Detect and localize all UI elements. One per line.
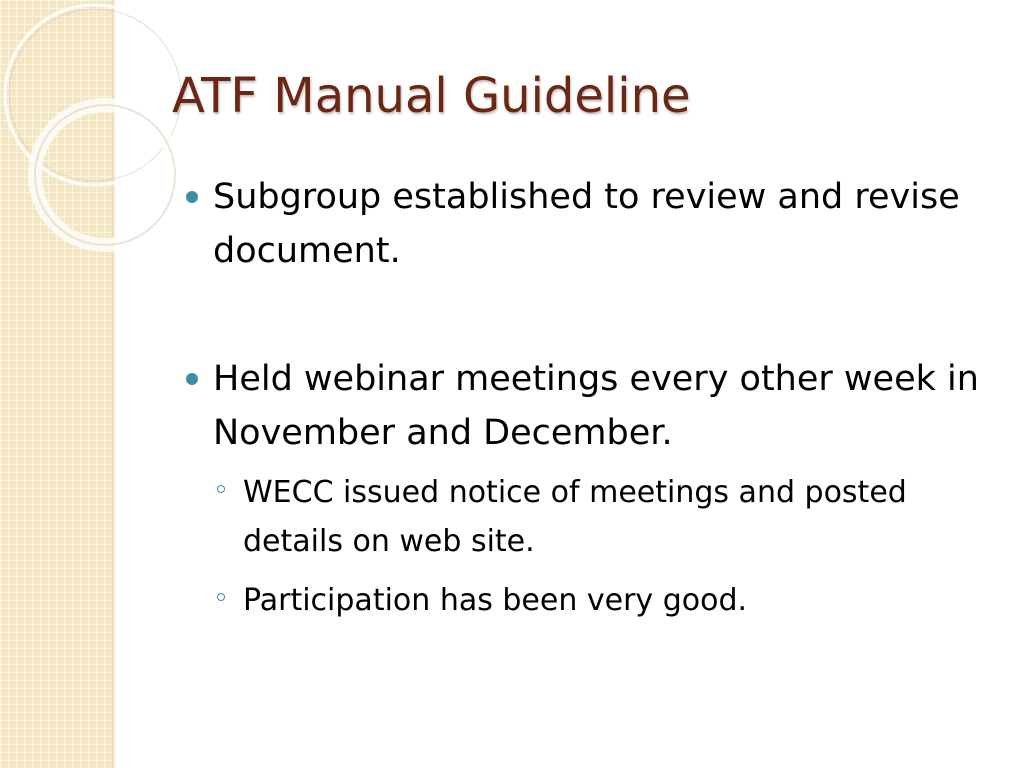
bullet-item — [186, 352, 996, 460]
slide-title: ATF Manual Guideline — [172, 68, 691, 124]
sub-bullet-text: Participation has been very good. — [243, 583, 748, 618]
sub-bullet-item — [186, 576, 996, 625]
sub-bullet-item — [186, 468, 996, 566]
bullet-dot-icon — [186, 191, 198, 203]
bullet-text: Subgroup established to review and revise document. — [213, 177, 960, 271]
decorative-rings-graphic — [0, 0, 200, 260]
sub-bullet-ring-icon — [217, 485, 225, 493]
sub-bullet-ring-icon — [217, 593, 225, 601]
bullet-item — [186, 170, 996, 278]
sub-bullet-text: WECC issued notice of meetings and posted details on web site. — [243, 475, 907, 559]
bullet-text: Held webinar meetings every other week in November and December. — [213, 359, 979, 453]
bullet-dot-icon — [186, 373, 198, 385]
slide-body — [186, 170, 996, 625]
